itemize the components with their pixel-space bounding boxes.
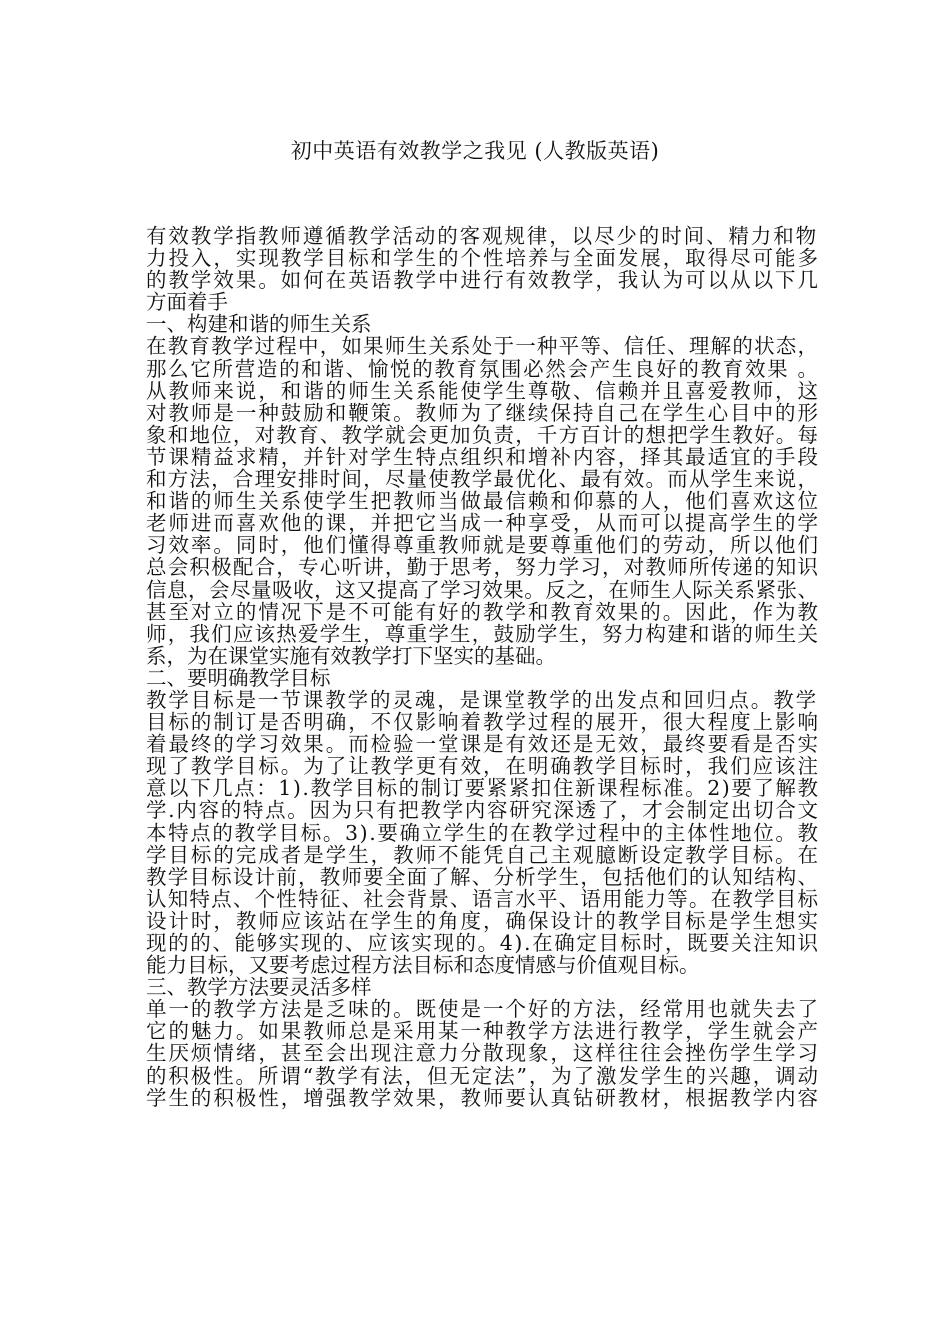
paragraph-line: 力投入，实现教学目标和学生的个性培养与全面发展，取得尽可能多 xyxy=(146,246,820,271)
paragraph-line: 师，我们应该热爱学生，尊重学生，鼓励学生，努力构建和谐的师生关 xyxy=(146,621,820,646)
paragraph-line: 现了教学目标。为了让教学更有效，在明确教学目标时，我们应该注 xyxy=(146,754,820,779)
paragraph-line: 本特点的教学目标。3).要确立学生的在教学过程中的主体性地位。教 xyxy=(146,820,820,845)
paragraph-line: 对教师是一种鼓励和鞭策。教师为了继续保持自己在学生心目中的形 xyxy=(146,400,820,425)
paragraph-line: 的教学效果。如何在英语教学中进行有效教学，我认为可以从以下几 xyxy=(146,268,820,293)
paragraph-line: 在教育教学过程中，如果师生关系处于一种平等、信任、理解的状态， xyxy=(146,334,820,359)
paragraph-line: 认知特点、个性特征、社会背景、语言水平、语用能力等。在教学目标 xyxy=(146,886,820,911)
paragraph-line: 学.内容的特点。因为只有把教学内容研究深透了，才会制定出切合文 xyxy=(146,798,820,823)
paragraph-line: 一、构建和谐的师生关系 xyxy=(146,312,372,337)
paragraph-line: 方面着手 xyxy=(146,290,228,315)
paragraph-line: 它的魅力。如果教师总是采用某一种教学方法进行教学，学生就会产 xyxy=(146,1019,820,1044)
paragraph-line: 老师进而喜欢他的课，并把它当成一种享受，从而可以提高学生的学 xyxy=(146,511,820,536)
paragraph-line: 和谐的师生关系使学生把教师当做最信赖和仰慕的人，他们喜欢这位 xyxy=(146,489,820,514)
paragraph-line: 和方法，合理安排时间，尽量使教学最优化、最有效。而从学生来说， xyxy=(146,467,820,492)
paragraph-line: 信息，会尽量吸收，这又提高了学习效果。反之，在师生人际关系紧张、 xyxy=(146,577,819,602)
paragraph-line: 教学目标设计前，教师要全面了解、分析学生，包括他们的认知结构、 xyxy=(146,864,820,889)
paragraph-line: 学生的积极性，增强教学效果，教师要认真钻研教材，根据教学内容 xyxy=(146,1085,820,1110)
paragraph-line: 象和地位，对教育、教学就会更加负责，千方百计的想把学生教好。每 xyxy=(146,422,820,447)
paragraph-line: 系，为在课堂实施有效教学打下坚实的基础。 xyxy=(146,643,556,668)
paragraph-line: 那么它所营造的和谐、愉悦的教育氛围必然会产生良好的教育效果 。 xyxy=(146,356,820,381)
paragraph-line: 生厌烦情绪，甚至会出现注意力分散现象，这样往往会挫伤学生学习 xyxy=(146,1041,820,1066)
paragraph-line: 甚至对立的情况下是不可能有好的教学和教育效果的。因此，作为教 xyxy=(146,599,820,624)
paragraph-line: 有效教学指教师遵循教学活动的客观规律，以尽少的时间、精力和物 xyxy=(146,224,818,248)
paragraph-line: 意以下几点：1).教学目标的制订要紧紧扣住新课程标准。2)要了解教 xyxy=(146,776,820,801)
document-body xyxy=(146,225,818,1109)
paragraph-line: 节课精益求精，并针对学生特点组织和增补内容，择其最适宜的手段 xyxy=(146,444,820,469)
paragraph-line: 能力目标，又要考虑过程方法目标和态度情感与价值观目标。 xyxy=(146,953,700,978)
paragraph-line: 学目标的完成者是学生，教师不能凭自己主观臆断设定教学目标。在 xyxy=(146,842,820,867)
paragraph-line: 着最终的学习效果。而检验一堂课是有效还是无效，最终要看是否实 xyxy=(146,732,820,757)
paragraph-line: 习效率。同时，他们懂得尊重教师就是要尊重他们的劳动，所以他们 xyxy=(146,533,820,558)
paragraph-line: 单一的教学方法是乏味的。既使是一个好的方法，经常用也就失去了 xyxy=(146,997,820,1022)
paragraph-line: 教学目标是一节课教学的灵魂，是课堂教学的出发点和回归点。教学 xyxy=(146,687,818,712)
paragraph-line: 目标的制订是否明确，不仅影响着教学过程的展开，很大程度上影响 xyxy=(146,710,820,735)
paragraph-line: 三、教学方法要灵活多样 xyxy=(146,975,372,1000)
document-title: 初中英语有效教学之我见 (人教版英语) xyxy=(290,139,660,163)
paragraph-line: 设计时，教师应该站在学生的角度，确保设计的教学目标是学生想实 xyxy=(146,908,820,933)
paragraph-line: 总会积极配合，专心听讲，勤于思考，努力学习，对教师所传递的知识 xyxy=(146,555,820,580)
paragraph-line: 的积极性。所谓“教学有法，但无定法”，为了激发学生的兴趣，调动 xyxy=(146,1063,820,1088)
paragraph-line: 现的的、能够实现的、应该实现的。4).在确定目标时，既要关注知识 xyxy=(146,931,820,955)
paragraph-line: 从教师来说，和谐的师生关系能使学生尊敬、信赖并且喜爱教师，这 xyxy=(146,378,820,403)
paragraph-line: 二、要明确教学目标 xyxy=(146,665,331,690)
